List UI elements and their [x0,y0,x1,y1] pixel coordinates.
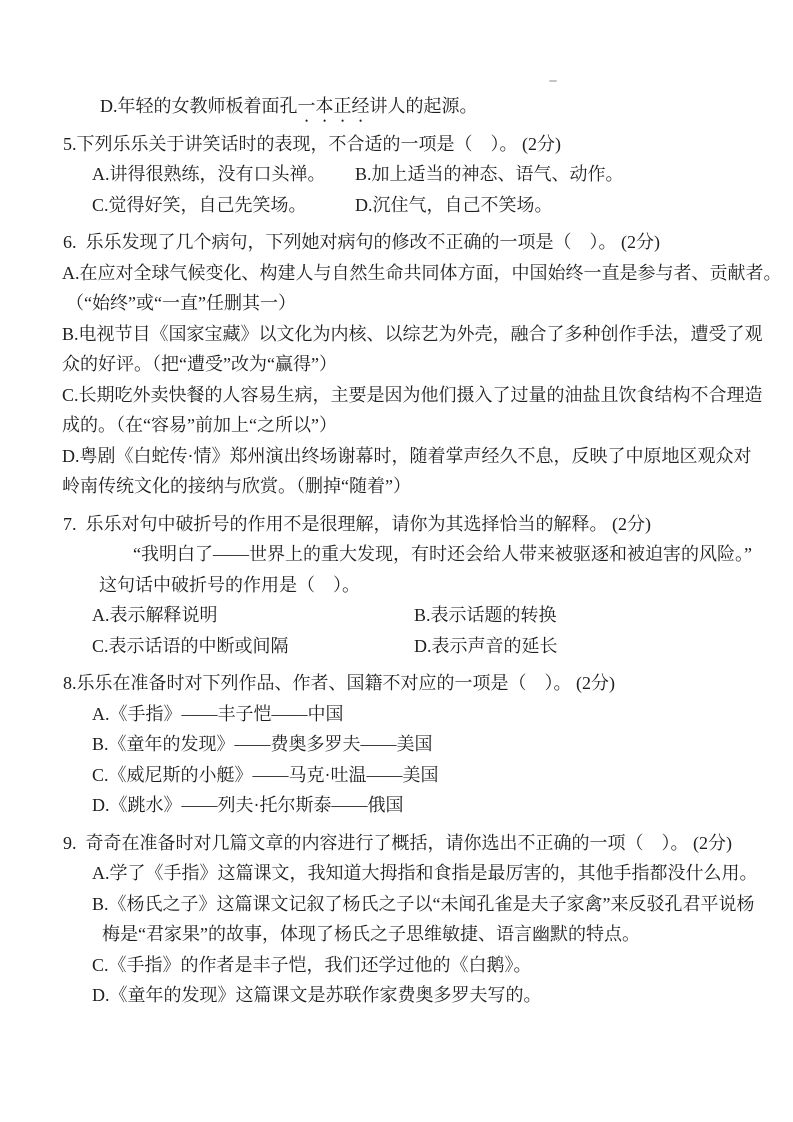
text-segment: D.《童年的发现》这篇课文是苏联作家费奥多罗夫写的。 [92,985,542,1005]
text-segment: 众的好评。（把“遭受”改为“赢得”） [62,354,337,374]
q6-option-a-note [0,288,793,319]
text-segment: “我明白了——世界上的重大发现，有时还会给人带来被驱逐和被迫害的风险。” [133,544,752,564]
q5-option-d: D.沉住气，自己不笑场。 [355,194,553,215]
q7-stem [0,509,793,540]
q9-stem [0,828,793,859]
text-segment: A.在应对全球气候变化、构建人与自然生命共同体方面，中国始终一直是参与者、贡献者。 [62,262,782,283]
emphasized-text: 一本正经 [297,96,370,116]
text-segment: 梅是“君家果”的故事，体现了杨氏之子思维敏捷、语言幽默的特点。 [102,924,640,944]
q7-quote [0,539,793,570]
q6-option-d-cont [0,471,793,502]
q8-option-d [0,790,793,821]
text-segment: 8.乐乐在准备时对下列作品、作者、国籍不对应的一项是（ ）。 (2分) [63,673,615,693]
q6-option-b [0,319,793,350]
text-segment: 讲人的起源。 [369,96,478,116]
text-segment: B.《杨氏之子》这篇课文记叙了杨氏之子以“未闻孔雀是夫子家禽”来反驳孔君平说杨 [92,893,755,914]
q7-options-ab [0,600,793,631]
q8-stem [0,668,793,699]
q7-prompt [0,570,793,601]
q9-option-c [0,950,793,981]
q6-option-c [0,380,793,411]
text-segment: C.《威尼斯的小艇》——马克·吐温——美国 [92,764,439,785]
text-segment: （“始终”或“一直”任删其一） [66,293,296,313]
q9-option-b [0,889,793,920]
text-segment: 6. 乐乐发现了几个病句，下列她对病句的修改不正确的一项是（ ）。 (2分) [63,232,660,252]
q7-option-d: D.表示声音的延长 [414,635,558,656]
q6-option-a [0,258,793,289]
text-segment: 岭南传统文化的接纳与欣赏。（删掉“随着”） [62,476,411,496]
q5-option-c: C.觉得好笑，自己先笑场。 [92,194,307,215]
q5-options-cd [0,190,793,221]
text-segment: B.电视节目《国家宝藏》以文化为内核、以综艺为外壳，融合了多种创作手法，遭受了观 [62,323,763,344]
q5-stem [0,129,793,160]
text-segment: 这句话中破折号的作用是（ ）。 [99,574,360,595]
text-segment: A.学了《手指》这篇课文，我知道大拇指和食指是最厉害的，其他手指都没什么用。 [92,863,758,883]
q9-option-a [0,858,793,889]
q7-option-c: C.表示话语的中断或间隔 [92,635,289,656]
q7-options-cd [0,631,793,662]
scan-artifact-mark [549,80,557,82]
text-segment: 9. 奇奇在准备时对几篇文章的内容进行了概括，请你选出不正确的一项（ ）。 (2分) [63,832,732,853]
q6-option-d [0,441,793,472]
q7-option-b: B.表示话题的转换 [414,605,557,625]
q6-option-b-cont [0,349,793,380]
text-segment: 5.下列乐乐关于讲笑话时的表现，不合适的一项是（ ）。 (2分) [63,133,561,154]
text-segment: 7. 乐乐对句中破折号的作用不是很理解，请你为其选择恰当的解释。 (2分) [63,513,651,534]
q6-stem [0,227,793,258]
text-segment: A.《手指》——丰子恺——中国 [92,703,344,724]
text-segment: 成的。（在“容易”前加上“之所以”） [62,415,337,435]
text-segment: D.《跳水》——列夫·托尔斯泰——俄国 [92,795,404,815]
q6-option-c-cont [0,410,793,441]
text-segment: C.长期吃外卖快餐的人容易生病，主要是因为他们摄入了过量的油盐且饮食结构不合理造 [62,384,763,405]
text-segment: D.粤剧《白蛇传·情》郑州演出终场谢幕时，随着掌声经久不息，反映了中原地区观众对 [62,445,752,466]
exam-text-block [0,91,793,1011]
q5-option-a: A.讲得很熟练，没有口头禅。 [92,164,326,184]
q8-option-a [0,699,793,730]
q4-option-d [0,91,793,122]
q5-option-b: B.加上适当的神态、语气、动作。 [355,164,624,184]
q9-option-b-cont [0,919,793,950]
text-segment: C.《手指》的作者是丰子恺，我们还学过他的《白鹅》。 [92,954,532,975]
q8-option-b [0,729,793,760]
q5-options-ab [0,159,793,190]
text-segment: B.《童年的发现》——费奥多罗夫——美国 [92,734,433,754]
q7-option-a: A.表示解释说明 [92,605,218,625]
q9-option-d [0,980,793,1011]
text-segment: D.年轻的女教师板着面孔 [100,96,298,116]
q8-option-c [0,760,793,791]
